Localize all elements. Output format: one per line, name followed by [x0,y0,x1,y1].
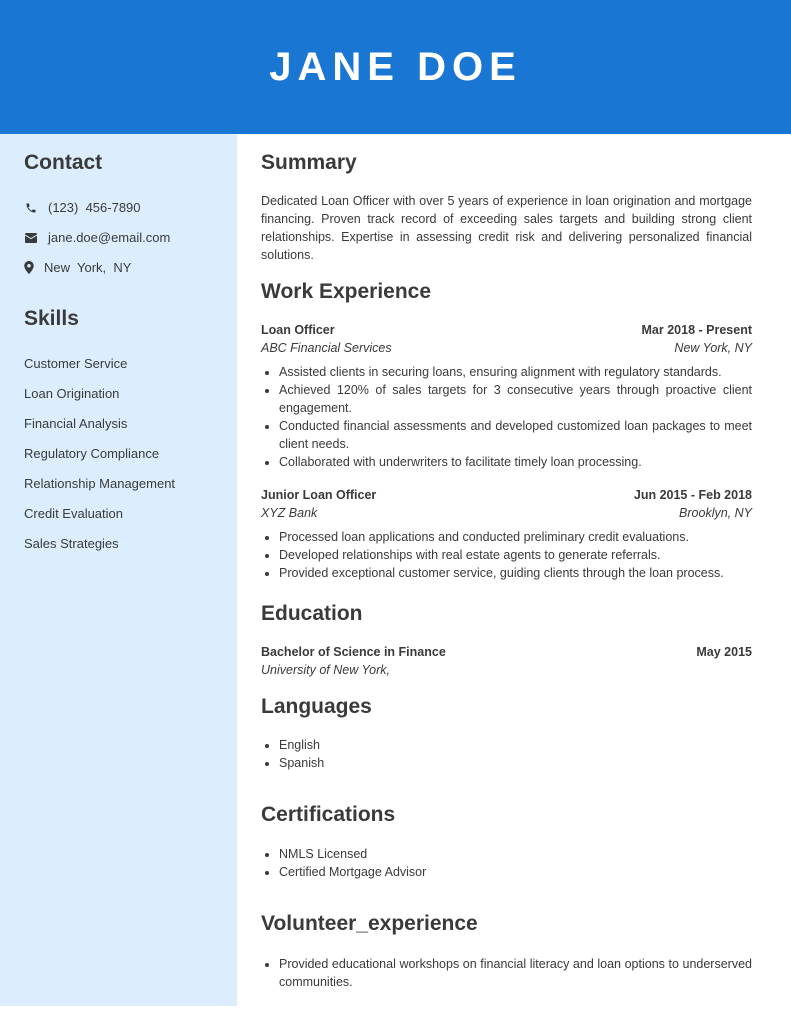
language-item: • Spanish [279,754,752,772]
email-text: jane.doe@email.com [48,230,171,245]
phone-icon [24,201,37,214]
job-bullet: • Provided exceptional customer service, guiding clients through the loan process. [279,564,752,582]
job-location: New York, NY [674,341,752,355]
job-bullets [261,528,752,582]
volunteer-heading: Volunteer_experience [261,912,478,935]
contact-location [24,260,131,275]
skill-item: Regulatory Compliance [24,446,160,461]
certification-item: • NMLS Licensed [279,845,752,863]
skill-item: Financial Analysis [24,416,128,431]
skills-list [24,349,175,559]
school: University of New York, [261,663,390,677]
certifications-heading: Certifications [261,803,396,826]
education-subheader [261,663,752,677]
job-bullet: • Processed loan applications and conducted preliminary credit evaluations. [279,528,752,546]
sidebar [0,134,237,1006]
job-dates: Mar 2018 - Present [641,323,752,337]
job-title: Junior Loan Officer [261,488,377,502]
skills-heading: Skills [24,307,79,330]
skill-item: Sales Strategies [24,536,119,551]
job-subheader [261,341,752,355]
languages-list [261,736,752,772]
skill-item: Relationship Management [24,476,176,491]
location-text: New York, NY [44,260,132,275]
job-bullet: • Developed relationships with real estate agents to generate referrals. [279,546,752,564]
job-bullet: • Conducted financial assessments and developed customized loan packages to meet client needs. [279,417,752,453]
contact-email [24,230,170,245]
skill-item: Credit Evaluation [24,506,123,521]
phone-text: (123) 456-7890 [48,200,141,215]
volunteer-item: • Provided educational workshops on financial literacy and loan options to underserved communities. [279,955,752,991]
job-bullets [261,363,752,471]
skill-item: Loan Origination [24,386,120,401]
contact-phone [24,200,141,215]
job-location: Brooklyn, NY [679,506,752,520]
header-banner [0,0,791,134]
job-bullet: • Assisted clients in securing loans, ensuring alignment with regulatory standards. [279,363,752,381]
volunteer-list [261,955,752,991]
job-company: XYZ Bank [261,506,318,520]
job-title: Loan Officer [261,323,335,337]
envelope-icon [24,231,37,244]
certifications-list [261,845,752,881]
education-header [261,645,752,659]
language-item: • English [279,736,752,754]
degree: Bachelor of Science in Finance [261,645,446,659]
summary-text: Dedicated Loan Officer with over 5 years of experience in loan origination and mortgage financing. Proven track record of exceeding sales targets and building strong client relationships. Expertise in assessing credit risk and delivering personalized financial solutions. [261,194,752,262]
job-company: ABC Financial Services [261,341,392,355]
summary-heading: Summary [261,151,357,174]
contact-heading: Contact [24,151,103,174]
certification-item: • Certified Mortgage Advisor [279,863,752,881]
job-dates: Jun 2015 - Feb 2018 [633,488,752,502]
job-bullet: • Collaborated with underwriters to facilitate timely loan processing. [279,453,752,471]
education-heading: Education [261,602,363,625]
job-bullet: • Achieved 120% of sales targets for 3 consecutive years through proactive client engagement. [279,381,752,417]
job-header [261,323,752,337]
languages-heading: Languages [261,695,372,718]
graduation-date: May 2015 [696,645,752,659]
job-subheader [261,506,752,520]
map-pin-icon [24,261,34,274]
candidate-name: JANE DOE [269,44,522,89]
job-header [261,488,752,502]
work-heading: Work Experience [261,280,432,303]
skill-item: Customer Service [24,356,128,371]
